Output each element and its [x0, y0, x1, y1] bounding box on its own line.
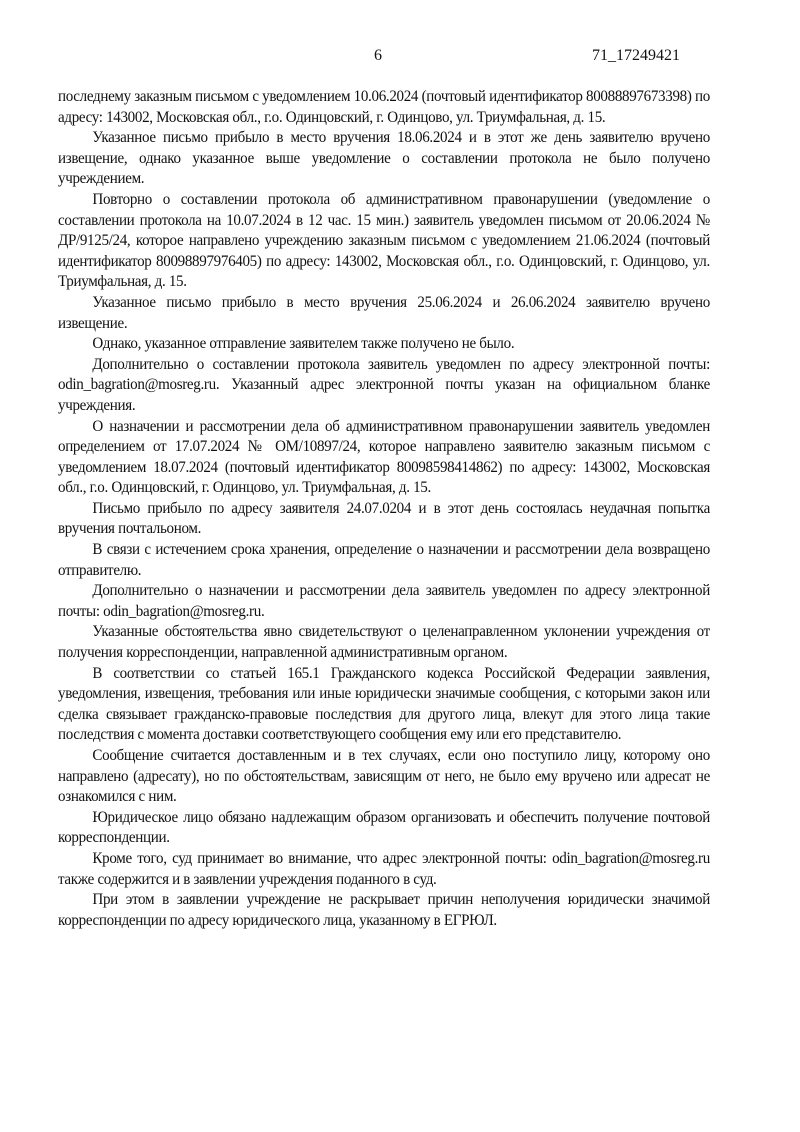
paragraph: Кроме того, суд принимает во внимание, что адрес электронной почты: odin_bagration@mosreg.ru также содержится и в заявлении учреждения поданного в суд.	[58, 848, 710, 888]
paragraph: Указанное письмо прибыло в место вручения 25.06.2024 и 26.06.2024 заявителю вручено извещение.	[58, 292, 710, 332]
paragraph: Юридическое лицо обязано надлежащим образом организовать и обеспечить получение почтовой корреспонденции.	[58, 807, 710, 847]
paragraph: последнему заказным письмом с уведомлением 10.06.2024 (почтовый идентификатор 80088897673398) по адресу: 143002, Московская обл., г.о. Одинцовский, г. Одинцово, ул. Триумфальная, д. 15.	[58, 87, 710, 126]
paragraph: Дополнительно о назначении и рассмотрении дела заявитель уведомлен по адресу электронной почты: odin_bagration@mosreg.ru.	[58, 581, 710, 620]
paragraph: Сообщение считается доставленным и в тех случаях, если оно поступило лицу, которому оно направлено (адресату), но по обстоятельствам, зависящим от него, не было ему вручено или адресат не ознакомился с ним.	[58, 746, 710, 806]
page-number: 6	[374, 47, 382, 64]
paragraph: Повторно о составлении протокола об административном правонарушении (уведомление о составлении протокола на 10.07.2024 в 12 час. 15 мин.) заявитель уведомлен письмом от 20.06.2024 № ДР/9125/24, которое направлено учреждению заказным письмом с уведомлением 21.06.2024 (почтовый идентификатор 80098897976405) по адресу: 143002, Московская обл., г.о. Одинцовский, г. Одинцово, ул. Триумфальная, д. 15.	[58, 189, 710, 291]
paragraph: Однако, указанное отправление заявителем также получено не было.	[92, 334, 515, 353]
document-id: 71_17249421	[592, 47, 680, 64]
paragraph: Указанные обстоятельства явно свидетельствуют о целенаправленном уклонении учреждения от получения корреспонденции, направленной административным органом.	[58, 622, 710, 662]
paragraph: При этом в заявлении учреждение не раскрывает причин неполучения юридически значимой корреспонденции по адресу юридического лица, указанному в ЕГРЮЛ.	[58, 890, 710, 929]
paragraph: Указанное письмо прибыло в место вручения 18.06.2024 и в этот же день заявителю вручено извещение, однако указанное выше уведомление о составлении протокола не было получено учреждением.	[58, 128, 710, 188]
paragraph: Письмо прибыло по адресу заявителя 24.07.0204 и в этот день состоялась неудачная попытка вручения почтальоном.	[58, 498, 710, 538]
paragraph: В соответствии со статьей 165.1 Гражданского кодекса Российской Федерации заявления, уведомления, извещения, требования или иные юридически значимые сообщения, с которыми закон или сделка связывает гражданско-правовые последствия для другого лица, влекут для этого лица такие последствия с момента доставки соответствующего сообщения ему или его представителю.	[58, 663, 710, 744]
paragraph: О назначении и рассмотрении дела об административном правонарушении заявитель уведомлен определением от 17.07.2024 № ОМ/10897/24, которое направлено заявителю заказным письмом с уведомлением 18.07.2024 (почтовый идентификатор 80098598414862) по адресу: 143002, Московская обл., г.о. Одинцовский, г. Одинцово, ул. Триумфальная, д. 15.	[58, 416, 710, 497]
document-body	[58, 86, 710, 930]
paragraph: В связи с истечением срока хранения, определение о назначении и рассмотрении дела возвращено отправителю.	[58, 540, 710, 579]
page-header	[0, 47, 800, 69]
paragraph: Дополнительно о составлении протокола заявитель уведомлен по адресу электронной почты: odin_bagration@mosreg.ru. Указанный адрес электронной почты указан на официальном бланке учреждения.	[58, 354, 710, 414]
